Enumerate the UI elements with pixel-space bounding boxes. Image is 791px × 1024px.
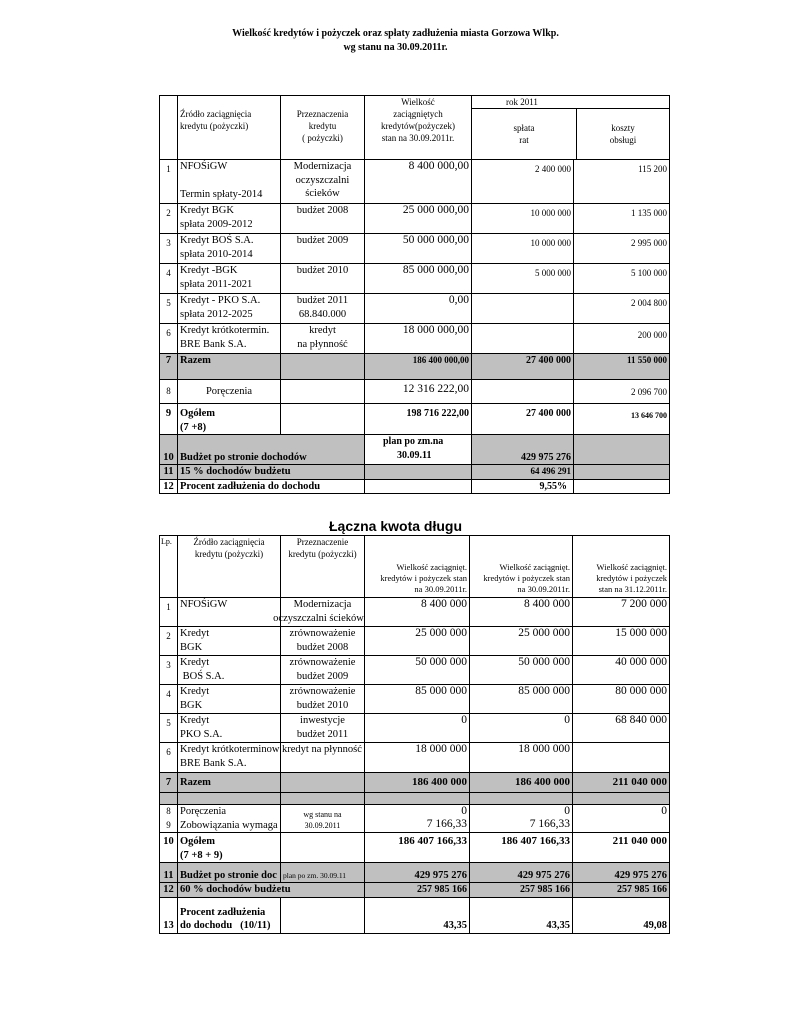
table-row (160, 656, 670, 685)
budget-row (160, 435, 670, 465)
row-source-line1: NFOŚiGW (180, 161, 228, 172)
grand-amount: 198 716 222,00 (365, 404, 472, 435)
guarantee-value1b: 7 166,33 (426, 818, 467, 830)
percent60-row (160, 883, 670, 898)
guarantee-labels (178, 805, 281, 833)
row-purpose-line1: Modernizacja (293, 161, 352, 172)
row-purpose-line2: budżet 2011 (296, 728, 349, 740)
row-value3: 40 000 000 (573, 656, 670, 685)
row-purpose-line2: oczyszczalni ścieków (273, 612, 364, 624)
row-purpose (281, 264, 365, 294)
row-purpose: kredyt na płynność (281, 743, 365, 773)
percent15-label: 15 % dochodów budżetu (178, 465, 365, 480)
ratio-value2: 43,35 (470, 897, 573, 933)
header-year: rok 2011 (472, 96, 669, 109)
total-label: Razem (178, 354, 281, 380)
row-purpose-line1: inwestycje (300, 715, 345, 726)
ratio-label-line2: do dochodu (10/11) (180, 920, 271, 931)
header-repay-line2: rat (519, 135, 529, 145)
row-source-line2: BOŚ S.A. (180, 670, 225, 682)
spacer-row (160, 793, 670, 805)
row-source-line2: spłata 2012-2025 (180, 308, 253, 320)
header-source (178, 96, 281, 160)
row-value3: 80 000 000 (573, 685, 670, 714)
liabilities-label: Zobowiązania wymaga (180, 819, 278, 831)
row-purpose-line1: Modernizacja (293, 599, 352, 610)
row-purpose-line1: budżet 2010 (296, 265, 349, 276)
grand-value2: 186 407 166,33 (470, 833, 573, 863)
row-value3: 15 000 000 (573, 627, 670, 656)
row-purpose-line1: budżet 2009 (296, 235, 349, 246)
guarantee-row (160, 380, 670, 404)
row-repay: 10 000 000 (472, 204, 574, 234)
row-purpose-line1: zrównoważenie (289, 686, 356, 697)
header-amount-line3: kredytów(pożyczek) (381, 121, 455, 131)
total-amount: 186 400 000,00 (365, 354, 472, 380)
row-source-line2: PKO S.A. (180, 728, 223, 740)
row-source (178, 685, 281, 714)
row-source-line2: BGK (180, 699, 203, 711)
row-purpose-line1: budżet 2008 (296, 205, 349, 216)
table-row (160, 294, 670, 324)
total-row (160, 773, 670, 793)
header-amount (365, 96, 472, 160)
row-costs: 200 000 (574, 324, 670, 354)
row-amount: 0,00 (365, 294, 472, 324)
percent60-value3: 257 985 166 (573, 883, 670, 898)
header-year-group (472, 96, 670, 160)
row-purpose-line2: 68.840.000 (298, 308, 347, 320)
header-col2 (470, 536, 573, 598)
row-costs: 2 004 800 (574, 294, 670, 324)
guarantee-value2a: 0 (564, 805, 570, 817)
row-costs: 115 200 (574, 160, 670, 204)
grand-label-line1: Ogółem (180, 836, 215, 847)
row-source-line2: spłata 2009-2012 (180, 218, 253, 230)
row-amount: 8 400 000,00 (365, 160, 472, 204)
budget-value3: 429 975 276 (573, 863, 670, 883)
ratio-value3: 49,08 (573, 897, 670, 933)
row-value1: 18 000 000 (365, 743, 470, 773)
total-repay: 27 400 000 (472, 354, 574, 380)
budget-plan: plan po zm. 30.09.11 (281, 863, 365, 883)
header-col3-line3: stan na 31.12.2011r. (598, 584, 667, 594)
row-purpose-line2: oczyszczalni (295, 174, 350, 186)
row-value2: 25 000 000 (470, 627, 573, 656)
grand-label-line2: (7 +8) (180, 421, 207, 433)
row-number: 6 (160, 324, 178, 354)
guarantee-note-line1: wg stanu na (303, 810, 342, 819)
row-number-9: 9 (166, 819, 171, 830)
row-purpose (281, 160, 365, 204)
row-source (178, 264, 281, 294)
row-purpose (281, 714, 365, 743)
guarantee-note-line2: 30.09.2011 (304, 821, 341, 830)
header-source-line2: kredytu (pożyczki) (194, 549, 264, 559)
row-number: 7 (160, 354, 178, 380)
header-costs-line1: koszty (611, 123, 635, 133)
row-value1: 85 000 000 (365, 685, 470, 714)
header-amount-line4: stan na 30.09.2011r. (381, 133, 455, 143)
header-col1-line1: Wielkość zaciągnięt. (396, 562, 467, 572)
table-row (160, 743, 670, 773)
header-amount-line2: zaciągniętych (393, 109, 443, 119)
row-value1: 0 (365, 714, 470, 743)
header-col2-line3: na 30.09.2011r. (517, 584, 570, 594)
header-col1-line3: na 30.09.2011r. (414, 584, 467, 594)
row-purpose-line1: zrównoważenie (289, 628, 356, 639)
row-value3: 7 200 000 (573, 598, 670, 627)
row-amount: 18 000 000,00 (365, 324, 472, 354)
guarantee-value3: 0 (573, 805, 670, 833)
row-number: 4 (160, 685, 178, 714)
guarantee-row (160, 805, 670, 833)
table-row (160, 685, 670, 714)
guarantee-value2 (470, 805, 573, 833)
row-repay: 10 000 000 (472, 234, 574, 264)
row-purpose (281, 324, 365, 354)
row-number: 2 (160, 627, 178, 656)
guarantee-value1a: 0 (461, 805, 467, 817)
header-purpose-line1: Przeznaczenia (296, 109, 349, 119)
grand-value3: 211 040 000 (573, 833, 670, 863)
ratio-value: 9,55% (472, 479, 574, 494)
row-number: 10 (160, 833, 178, 863)
document-subtitle: wg stanu na 30.09.2011r. (343, 42, 448, 53)
row-source (178, 324, 281, 354)
budget-value: 429 975 276 (472, 435, 574, 465)
row-source (178, 204, 281, 234)
row-repay (472, 294, 574, 324)
row-source-line1: Kredyt - PKO S.A. (180, 295, 261, 306)
budget-plan-line2: 30.09.11 (397, 449, 432, 461)
row-source-line1: Kredyt (180, 628, 210, 639)
row-value1: 50 000 000 (365, 656, 470, 685)
row-number: 11 (160, 863, 178, 883)
row-source (178, 656, 281, 685)
row-purpose-line2: na płynność (297, 338, 348, 350)
table-row (160, 160, 670, 204)
row-number: 10 (160, 435, 178, 465)
ratio-label-line1: Procent zadłużenia (180, 906, 266, 918)
row-numbers (160, 805, 178, 833)
row-number: 5 (160, 714, 178, 743)
row-repay (472, 324, 574, 354)
table-row (160, 627, 670, 656)
guarantee-value1 (365, 805, 470, 833)
header-col1-line2: kredytów i pożyczek stan (380, 573, 467, 583)
header-costs-line2: obsługi (609, 135, 637, 145)
grand-repay: 27 400 000 (472, 404, 574, 435)
total-label: Razem (178, 773, 281, 793)
grand-value1: 186 407 166,33 (365, 833, 470, 863)
percent60-value2: 257 985 166 (470, 883, 573, 898)
header-repay-line1: spłata (513, 123, 535, 133)
row-value2: 0 (470, 714, 573, 743)
row-repay: 5 000 000 (472, 264, 574, 294)
budget-value2: 429 975 276 (470, 863, 573, 883)
grand-costs: 13 646 700 (574, 404, 670, 435)
row-value1: 8 400 000 (365, 598, 470, 627)
guarantee-amount: 12 316 222,00 (365, 380, 472, 404)
row-source-line1: Kredyt BOŚ S.A. (180, 235, 254, 246)
row-source-line2: spłata 2010-2014 (180, 248, 253, 260)
row-value2: 85 000 000 (470, 685, 573, 714)
grand-label (178, 833, 281, 863)
total-costs: 11 550 000 (574, 354, 670, 380)
row-amount: 85 000 000,00 (365, 264, 472, 294)
header-col3-line2: kredytów i pożyczek (596, 573, 667, 583)
ratio-label (178, 897, 281, 933)
header-amount-line1: Wielkość (401, 97, 435, 107)
row-source-line1: Kredyt (180, 686, 210, 697)
row-number: 12 (160, 479, 178, 494)
total-value2: 186 400 000 (470, 773, 573, 793)
row-number: 3 (160, 234, 178, 264)
row-source-line2: BRE Bank S.A. (180, 757, 247, 769)
table-row (160, 204, 670, 234)
header-col3 (573, 536, 670, 598)
row-source (178, 294, 281, 324)
header-purpose-line2: kredytu (pożyczki) (288, 549, 357, 559)
row-purpose (281, 656, 365, 685)
row-purpose (281, 685, 365, 714)
row-amount: 25 000 000,00 (365, 204, 472, 234)
percent60-value1: 257 985 166 (365, 883, 470, 898)
header-purpose-line2: kredytu (308, 121, 337, 131)
row-costs: 2 995 000 (574, 234, 670, 264)
ratio-label: Procent zadłużenia do dochodu (178, 479, 365, 494)
budget-label: Budżet po stronie dochodów (178, 435, 365, 465)
row-purpose (281, 204, 365, 234)
header-costs (577, 109, 669, 159)
header-repay (472, 109, 577, 159)
row-source (178, 234, 281, 264)
table-row (160, 234, 670, 264)
header-col3-line1: Wielkość zaciągnięt. (596, 562, 667, 572)
row-value1: 25 000 000 (365, 627, 470, 656)
budget-plan (365, 435, 472, 465)
row-number: 3 (160, 656, 178, 685)
row-purpose (273, 598, 365, 627)
grand-label (178, 404, 281, 435)
table-row (160, 598, 670, 627)
row-number: 12 (160, 883, 178, 898)
total-value1: 186 400 000 (365, 773, 470, 793)
row-costs: 1 135 000 (574, 204, 670, 234)
row-number: 1 (160, 598, 178, 627)
row-source-line1: Kredyt -BGK (180, 265, 238, 276)
row-number: 13 (160, 897, 178, 933)
budget-row (160, 863, 670, 883)
row-costs: 5 100 000 (574, 264, 670, 294)
percent15-row (160, 465, 670, 480)
header-col2-line1: Wielkość zaciągnięt. (499, 562, 570, 572)
row-value2: 8 400 000 (470, 598, 573, 627)
header-source-line1: Źródło zaciągnięcia (180, 109, 252, 119)
table-row (160, 264, 670, 294)
total-row (160, 354, 670, 380)
guarantee-label: Poręczenia (178, 380, 281, 404)
row-purpose-line2: budżet 2008 (296, 641, 349, 653)
row-number: 6 (160, 743, 178, 773)
loans-table (159, 95, 670, 494)
table-row (160, 324, 670, 354)
row-number: 9 (160, 404, 178, 435)
row-number: 7 (160, 773, 178, 793)
row-purpose-line1: budżet 2011 (296, 295, 349, 306)
header-purpose (281, 536, 365, 598)
row-purpose-line1: zrównoważenie (289, 657, 356, 668)
row-number: 2 (160, 204, 178, 234)
row-purpose (281, 294, 365, 324)
grand-total-row (160, 404, 670, 435)
budget-plan-line1: plan po zm.na (383, 436, 444, 447)
row-amount: 50 000 000,00 (365, 234, 472, 264)
row-source: NFOŚiGW (178, 598, 281, 627)
table1-header-row (160, 96, 670, 160)
header-source (178, 536, 281, 598)
guarantee-note (281, 805, 365, 833)
row-source-line2: spłata 2011-2021 (180, 278, 253, 290)
ratio-row (160, 479, 670, 494)
budget-value1: 429 975 276 (365, 863, 470, 883)
row-purpose (281, 234, 365, 264)
row-number: 8 (160, 380, 178, 404)
row-source (178, 743, 281, 773)
guarantee-label: Poręczenia (180, 806, 227, 817)
total-debt-table (159, 535, 670, 934)
row-purpose-line1: kredyt (309, 325, 336, 336)
ratio-row (160, 897, 670, 933)
row-purpose (281, 627, 365, 656)
row-purpose-line2: budżet 2009 (296, 670, 349, 682)
row-value3 (573, 743, 670, 773)
row-source-line1: Kredyt krótkotermin. (180, 325, 270, 336)
guarantee-costs: 2 096 700 (574, 380, 670, 404)
row-source (178, 627, 281, 656)
table-row (160, 714, 670, 743)
row-number-8: 8 (166, 806, 171, 816)
header-purpose (281, 96, 365, 160)
document-title: Wielkość kredytów i pożyczek oraz spłaty zadłużenia miasta Gorzowa Wlkp. (232, 28, 559, 39)
row-source-line2: Termin spłaty-2014 (180, 188, 263, 200)
header-col2-line2: kredytów i pożyczek stan (483, 573, 570, 583)
table2-header-row (160, 536, 670, 598)
debt-heading: Łączna kwota długu (328, 518, 462, 534)
row-source (178, 160, 281, 204)
row-purpose-line3: ścieków (305, 188, 340, 199)
percent15-value: 64 496 291 (472, 465, 574, 480)
grand-total-row (160, 833, 670, 863)
row-purpose-line2: budżet 2010 (296, 699, 349, 711)
header-purpose-line3: ( pożyczki) (302, 133, 343, 143)
row-source-line1: Kredyt (180, 715, 210, 726)
row-value3: 68 840 000 (573, 714, 670, 743)
row-source-line1: Kredyt BGK (180, 205, 234, 216)
header-source-line1: Źródło zaciągnięcia (193, 537, 265, 547)
row-number: 1 (160, 160, 178, 204)
row-source-line1: Kredyt (180, 657, 210, 668)
header-source-line2: kredytu (pożyczki) (180, 121, 249, 131)
row-source (178, 714, 281, 743)
grand-label-line1: Ogółem (180, 408, 215, 419)
ratio-value1: 43,35 (365, 897, 470, 933)
header-purpose-line1: Przeznaczenie (296, 537, 349, 547)
budget-label: Budżet po stronie doc (178, 863, 281, 883)
header-col1 (365, 536, 470, 598)
row-number: 11 (160, 465, 178, 480)
percent60-label: 60 % dochodów budżetu (178, 883, 365, 898)
header-lp: Lp. (160, 536, 178, 598)
row-value2: 18 000 000 (470, 743, 573, 773)
row-source-line2: BGK (180, 641, 203, 653)
row-number: 5 (160, 294, 178, 324)
row-source-line1: Kredyt krótkoterminow (180, 744, 280, 755)
row-repay: 2 400 000 (472, 160, 574, 204)
total-value3: 211 040 000 (573, 773, 670, 793)
row-source-line2: BRE Bank S.A. (180, 338, 247, 350)
guarantee-value2b: 7 166,33 (529, 818, 570, 830)
row-number: 4 (160, 264, 178, 294)
row-value2: 50 000 000 (470, 656, 573, 685)
grand-label-line2: (7 +8 + 9) (180, 849, 223, 861)
